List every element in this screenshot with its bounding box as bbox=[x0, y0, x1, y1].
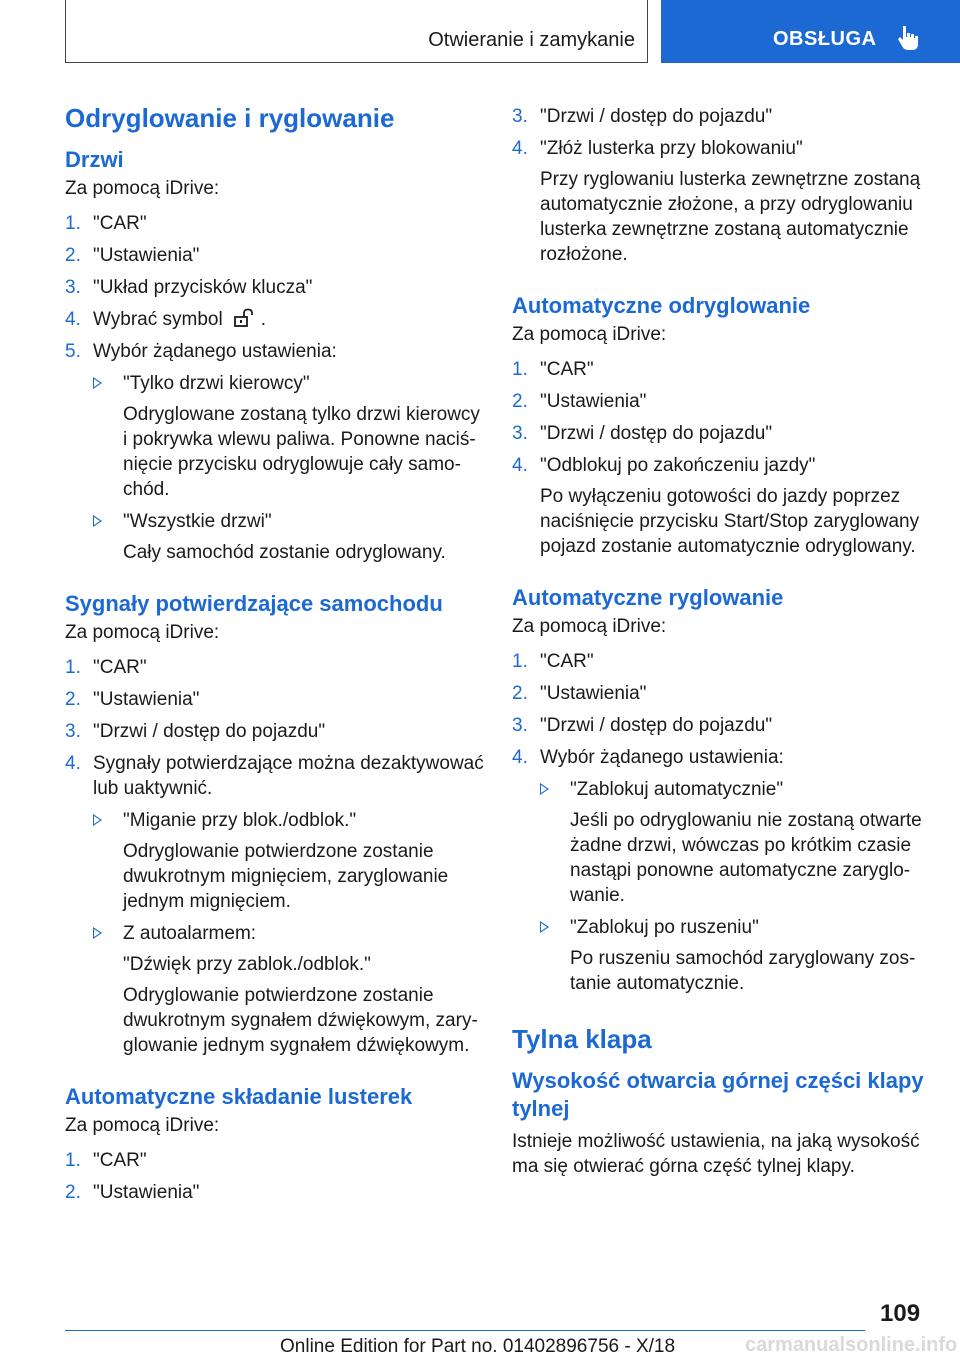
intro-auto-odryg: Za pomocą iDrive: bbox=[512, 324, 667, 345]
list-item: 1. "CAR" bbox=[512, 651, 594, 672]
list-item: 4. "Odblokuj po zakończeniu jazdy" Po wyłączeniu gotowości do jazdy poprzez naciśnięcie przycisku Start/Stop zaryglowany pojazd zostanie automatycznie odryglowany. bbox=[512, 455, 920, 557]
right-column bbox=[512, 104, 932, 1179]
header-chapter: Otwieranie i zamykanie bbox=[428, 29, 635, 51]
title-odryglowanie: Odryglowanie i ryglowanie bbox=[65, 103, 395, 133]
option-item: Z autoalarmem: "Dźwięk przy zablok./odblok." Odryglowanie potwierdzone zostanie dwukrotnym sygnałem dźwiękowym, zaryglowanie jednym sygnałem dźwiękowym. bbox=[93, 921, 485, 1058]
list-item: 1. "CAR" bbox=[512, 359, 594, 380]
header-section: OBSŁUGA bbox=[773, 28, 877, 50]
intro-auto-ryg: Za pomocą iDrive: bbox=[512, 616, 667, 637]
left-column bbox=[65, 100, 485, 1212]
heading-auto-ryg: Automatyczne ryglowanie bbox=[512, 585, 784, 610]
list-item: 3. "Drzwi / dostęp do pojazdu" bbox=[512, 423, 773, 444]
list-item: 2. "Ustawienia" bbox=[512, 391, 647, 412]
steps-sygnaly bbox=[65, 655, 485, 1058]
list-item: 3. "Drzwi / dostęp do pojazdu" bbox=[512, 715, 773, 736]
heading-drzwi: Drzwi bbox=[65, 147, 124, 172]
heading-wysokosc: Wysokość otwarcia górnej części klapy tylnej bbox=[512, 1068, 924, 1121]
page-number: 109 bbox=[880, 1300, 921, 1327]
steps-auto-odryg bbox=[512, 357, 932, 559]
heading-lusterka: Automatyczne składanie lusterek bbox=[65, 1084, 413, 1109]
title-tylna-klapa: Tylna klapa bbox=[512, 1024, 652, 1054]
list-item: 3. "Układ przycisków klucza" bbox=[65, 277, 313, 298]
list-item: 2. "Ustawienia" bbox=[65, 689, 200, 710]
option-item: "Tylko drzwi kierowcy" Odryglowane zostaną tylko drzwi kierowcy i pokrywka wlewu paliwa. Ponowne naciśnięcie przycisku odryglowuje cały samochód. bbox=[93, 371, 485, 502]
hand-pointing-icon bbox=[897, 24, 923, 52]
intro-drzwi: Za pomocą iDrive: bbox=[65, 178, 220, 199]
list-item: 2. "Ustawienia" bbox=[512, 683, 647, 704]
watermark: carmanualsonline.info bbox=[745, 1334, 958, 1356]
option-item: "Zablokuj automatycznie" Jeśli po odryglowaniu nie zostaną otwarte żadne drzwi, wówczas po krótkim czasie nastąpi ponowne automatyczne zaryglowanie. bbox=[540, 777, 932, 908]
list-item: 3. "Drzwi / dostęp do pojazdu" bbox=[65, 721, 326, 742]
option-item: "Zablokuj po ruszeniu" Po ruszeniu samochód zaryglowany zostanie automatycznie. bbox=[540, 915, 932, 996]
steps-lusterka bbox=[65, 1148, 485, 1205]
header-section-tab bbox=[661, 0, 960, 63]
list-item: 2. "Ustawienia" bbox=[65, 1182, 200, 1203]
list-item: 1. "CAR" bbox=[65, 213, 147, 234]
steps-auto-ryg bbox=[512, 649, 932, 996]
heading-sygnaly: Sygnały potwierdzające samochodu bbox=[65, 591, 443, 616]
heading-auto-odryg: Automatyczne odryglowanie bbox=[512, 293, 811, 318]
list-item: 3. "Drzwi / dostęp do pojazdu" bbox=[512, 106, 773, 127]
steps-lusterka-cont bbox=[512, 104, 932, 267]
list-item: 1. "CAR" bbox=[65, 1150, 147, 1171]
list-item: 4. Wybrać symbol . bbox=[65, 309, 266, 330]
text-wysokosc: Istnieje możliwość ustawienia, na jaką wysokość ma się otwierać górna część tylnej klapy. bbox=[512, 1131, 920, 1177]
footer-edition: Online Edition for Part no. 01402896756 - X/18 bbox=[280, 1336, 676, 1357]
option-item: "Wszystkie drzwi" Cały samochód zostanie odryglowany. bbox=[93, 509, 485, 565]
list-item: 2. "Ustawienia" bbox=[65, 245, 200, 266]
steps-drzwi bbox=[65, 211, 485, 565]
list-item: 5. Wybór żądanego ustawienia: "Tylko drzwi kierowcy" Odryglowane zostaną tylko drzwi kierowcy i pokrywka wlewu paliwa. Ponowne naciśnięcie przycisku odryglowuje cały samochód. "Wszystkie drzwi" Cały samochód zostanie odryglowany. bbox=[65, 339, 485, 565]
list-item: 4. Sygnały potwierdzające można dezaktywować lub uaktywnić. "Miganie przy blok./odblok." Odryglowanie potwierdzone zostanie dwukrotnym mignięciem, zaryglowanie jednym mignięciem. Z autoalarmem: "Dźwięk przy zablok./odblok." Odryglowanie potwierdzone zostanie dwukrotnym sygnałem dźwiękowym, zaryglowanie jednym sygnałem dźwiękowym. bbox=[65, 753, 484, 1056]
option-item: "Miganie przy blok./odblok." Odryglowanie potwierdzone zostanie dwukrotnym mignięciem, zaryglowanie jednym mignięciem. bbox=[93, 808, 485, 914]
intro-lusterka: Za pomocą iDrive: bbox=[65, 1115, 220, 1136]
footer-divider bbox=[65, 1330, 865, 1331]
header-chapter-box bbox=[65, 0, 648, 63]
unlock-icon bbox=[233, 308, 255, 328]
intro-sygnaly: Za pomocą iDrive: bbox=[65, 622, 220, 643]
list-item: 1. "CAR" bbox=[65, 657, 147, 678]
list-item: 4. Wybór żądanego ustawienia: "Zablokuj automatycznie" Jeśli po odryglowaniu nie zostaną otwarte żadne drzwi, wówczas po krótkim czasie nastąpi ponowne automatyczne zaryglowanie. "Zablokuj po ruszeniu" Po ruszeniu samochód zaryglowany zostanie automatycznie. bbox=[512, 745, 932, 996]
list-item: 4. "Złóż lusterka przy blokowaniu" Przy ryglowaniu lusterka zewnętrzne zostaną automatycznie złożone, a przy odryglowaniu lusterka zewnętrzne zostaną automatycznie rozłożone. bbox=[512, 138, 921, 265]
